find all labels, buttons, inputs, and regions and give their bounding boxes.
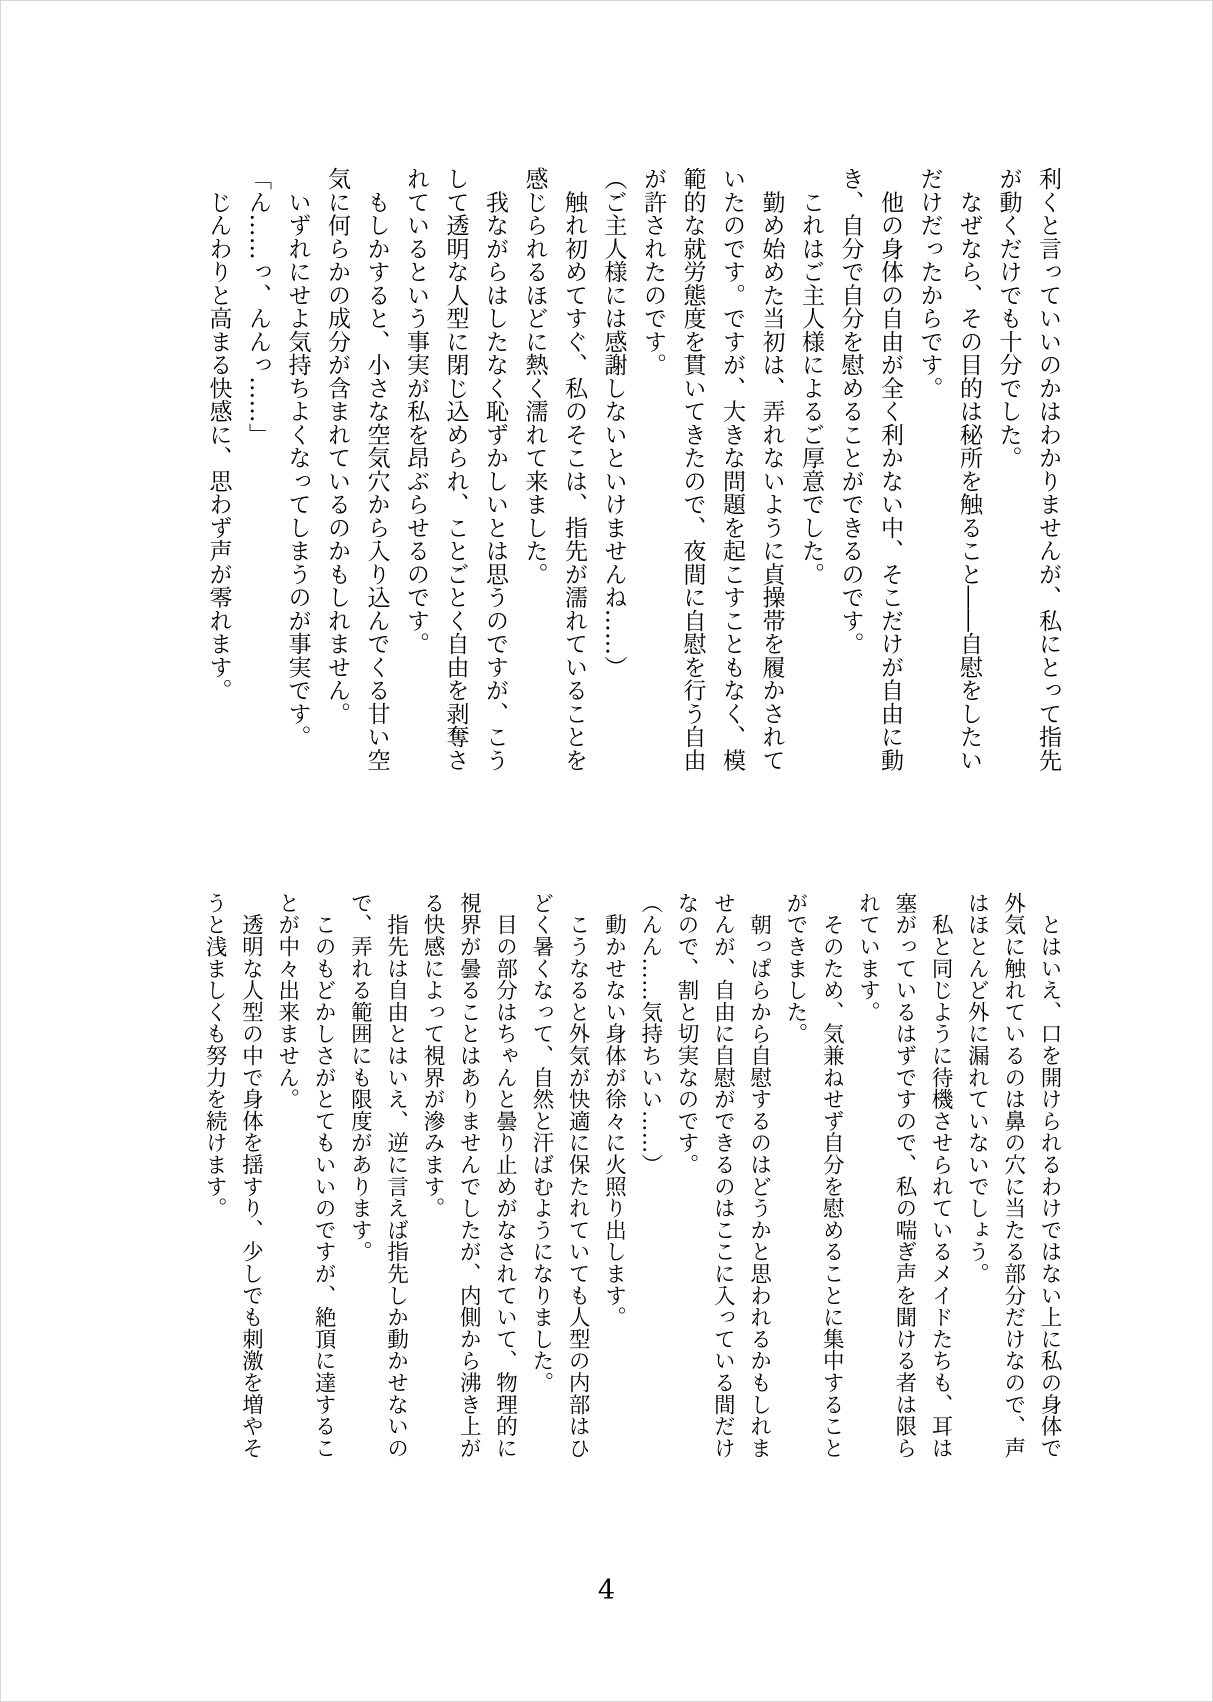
text-line: れています。	[855, 892, 881, 1023]
text-line: して透明な人型に閉じ込められ、ことごとく自由を剥奪さ	[442, 167, 469, 772]
text-line: じんわりと高まる快感に、思わず声が零れます。	[205, 167, 232, 702]
text-line: （ご主人様には感謝しないといけませんね……）	[600, 167, 627, 679]
text-line: 気に何らかの成分が含まれているのかもしれません。	[324, 167, 350, 725]
text-line: 目の部分はちゃんと曇り止めがなされていて、物理的に	[492, 892, 518, 1459]
text-block-top	[198, 167, 1067, 779]
text-line: 他の身体の自由が全く利かない中、そこだけが自由に動	[877, 167, 903, 772]
text-line: 利くと言っていいのかはわかりませんが、私にとって指先	[1035, 167, 1061, 772]
text-line: 私と同じように待機させられているメイドたちも、耳は	[928, 892, 954, 1459]
text-line: 範的な就労態度を貫いてきたので、夜間に自慰を行う自由	[679, 167, 706, 772]
text-line: どく暑くなって、自然と汗ばむようになりました。	[528, 892, 554, 1394]
text-line: はほとんど外に漏れていないでしょう。	[964, 892, 990, 1285]
text-line: き、自分で自分を慰めることができるのです。	[837, 167, 864, 656]
text-line: だけだったからです。	[916, 167, 943, 400]
text-line: ができました。	[782, 892, 808, 1045]
text-line: なので、割と切実なのです。	[674, 892, 700, 1176]
text-line: もしかすると、小さな空気穴から入り込んでくる甘い空	[363, 167, 390, 772]
text-line: いたのです。ですが、大きな問題を起こすこともなく、模	[719, 167, 745, 772]
text-line: が動くだけでも十分でした。	[995, 167, 1022, 470]
text-line: このもどかしさがとてもいいのですが、絶頂に達するこ	[311, 892, 337, 1459]
text-line: 透明な人型の中で身体を揺すり、少しでも刺激を増やそ	[238, 892, 264, 1459]
text-line: こうなると外気が快適に保たれていても人型の内部はひ	[565, 892, 591, 1459]
text-line: なぜなら、その目的は秘所を触ること――自慰をしたい	[956, 167, 982, 772]
text-line: 触れ初めてすぐ、私のそこは、指先が濡れていることを	[561, 167, 587, 772]
text-line: （んん……気持ちいい……）	[637, 892, 663, 1176]
text-line: 外気に触れているのは鼻の穴に当たる部分だけなので、声	[1000, 892, 1026, 1459]
text-line: せんが、自由に自慰ができるのはここに入っている間だけ	[710, 892, 736, 1459]
text-line: で、弄れる範囲にも限度があります。	[347, 892, 373, 1263]
text-line: る快感によって視界が滲みます。	[419, 892, 445, 1219]
text-line: 塞がっているはずですので、私の喘ぎ声を聞ける者は限ら	[891, 892, 917, 1459]
text-line: 勤め始めた当初は、弄れないように貞操帯を履かされて	[758, 167, 785, 772]
text-block-bottom	[196, 892, 1067, 1464]
text-line: とはいえ、口を開けられるわけではない上に私の身体で	[1037, 892, 1062, 1459]
text-line: が許されたのです。	[640, 167, 666, 377]
text-line: 感じられるほどに熱く濡れて来ました。	[521, 167, 548, 586]
page-number: 4	[597, 1575, 616, 1606]
text-line: いずれにせよ気持ちよくなってしまうのが事実です。	[284, 167, 311, 749]
text-line: 指先は自由とはいえ、逆に言えば指先しか動かせないの	[383, 892, 409, 1459]
text-line: 朝っぱらから自慰するのはどうかと思われるかもしれま	[746, 892, 772, 1459]
text-line: 動かせない身体が徐々に火照り出します。	[601, 892, 627, 1328]
text-line: 我ながらはしたなく恥ずかしいとは思うのですが、こう	[482, 167, 508, 772]
text-line: とが中々出来ません。	[274, 892, 300, 1110]
text-line: そのため、気兼ねせず自分を慰めることに集中すること	[819, 892, 845, 1459]
text-line: 「ん……っ、んんっ……」	[245, 167, 271, 446]
text-line: これはご主人様によるご厚意でした。	[798, 167, 824, 586]
text-line: 視界が曇ることはありませんでしたが、内側から沸き上が	[456, 892, 482, 1459]
text-line: うと浅ましくも努力を続けます。	[202, 892, 228, 1219]
text-line: れているという事実が私を昂ぶらせるのです。	[403, 167, 429, 656]
